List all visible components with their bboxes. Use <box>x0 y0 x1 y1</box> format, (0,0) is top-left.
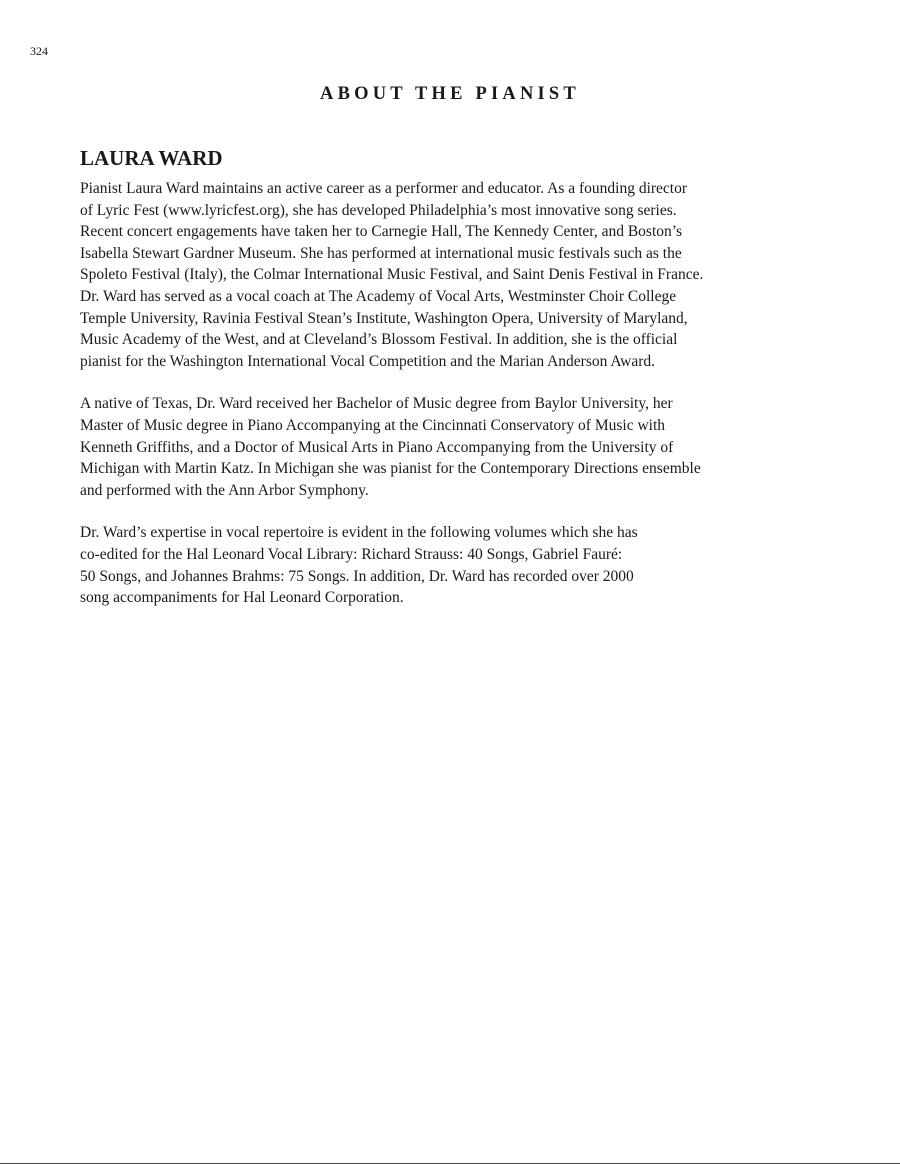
text-line: Michigan with Martin Katz. In Michigan she was pianist for the Contemporary Directions ensemble <box>80 460 701 478</box>
text-line: A native of Texas, Dr. Ward received her Bachelor of Music degree from Baylor University, her <box>80 395 673 413</box>
section-title: ABOUT THE PIANIST <box>320 84 580 104</box>
text-line: Dr. Ward’s expertise in vocal repertoire is evident in the following volumes which she has <box>80 524 638 542</box>
text-line: Master of Music degree in Piano Accompanying at the Cincinnati Conservatory of Music with <box>80 416 666 434</box>
biography-body <box>80 178 820 609</box>
text-line: Isabella Stewart Gardner Museum. She has performed at international music festivals such as the <box>80 244 682 262</box>
page-number: 324 <box>30 44 48 58</box>
text-line: Dr. Ward has served as a vocal coach at The Academy of Vocal Arts, Westminster Choir College <box>80 287 677 305</box>
text-line: Spoleto Festival (Italy), the Colmar International Music Festival, and Saint Denis Festival in France. <box>80 266 704 284</box>
text-line: song accompaniments for Hal Leonard Corporation. <box>80 589 404 607</box>
text-line: Kenneth Griffiths, and a Doctor of Musical Arts in Piano Accompanying from the University of <box>80 438 674 456</box>
text-line: co-edited for the Hal Leonard Vocal Library: Richard Strauss: 40 Songs, Gabriel Fauré: <box>80 545 623 563</box>
pianist-name-heading: LAURA WARD <box>80 146 223 170</box>
biography-paragraph-career <box>80 178 820 372</box>
text-line: Recent concert engagements have taken her to Carnegie Hall, The Kennedy Center, and Boston’s <box>80 223 683 241</box>
biography-paragraph-education <box>80 393 820 501</box>
text-line: Temple University, Ravinia Festival Stean’s Institute, Washington Opera, University of Maryland, <box>80 309 688 327</box>
biography-paragraph-publications <box>80 522 820 608</box>
text-line: Music Academy of the West, and at Cleveland’s Blossom Festival. In addition, she is the official <box>80 331 678 349</box>
text-line: Pianist Laura Ward maintains an active career as a performer and educator. As a founding director <box>80 180 688 197</box>
text-line: pianist for the Washington International Vocal Competition and the Marian Anderson Award. <box>80 352 656 370</box>
text-line: 50 Songs, and Johannes Brahms: 75 Songs. In addition, Dr. Ward has recorded over 2000 <box>80 567 634 585</box>
text-line: and performed with the Ann Arbor Symphony. <box>80 481 369 499</box>
text-line: of Lyric Fest (www.lyricfest.org), she has developed Philadelphia’s most innovative song series. <box>80 201 677 219</box>
